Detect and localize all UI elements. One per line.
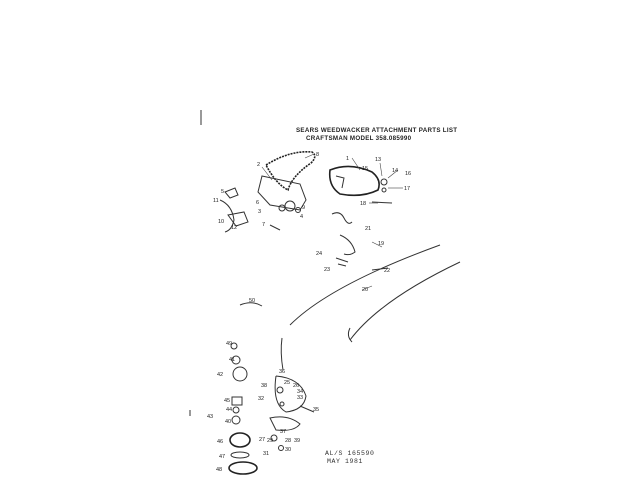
callout-8: 8 bbox=[316, 152, 320, 158]
callout-1: 1 bbox=[346, 156, 350, 162]
callout-45: 45 bbox=[224, 398, 231, 404]
title-line-2: CRAFTSMAN MODEL 358.085990 bbox=[306, 135, 412, 142]
callout-4: 4 bbox=[300, 214, 304, 220]
callout-46: 46 bbox=[217, 439, 224, 445]
callout-43: 43 bbox=[207, 414, 214, 420]
callout-2: 2 bbox=[257, 162, 261, 168]
callout-26: 26 bbox=[293, 383, 300, 389]
callout-13: 13 bbox=[375, 157, 382, 163]
callout-29: 29 bbox=[267, 438, 274, 444]
callout-35: 35 bbox=[313, 407, 320, 413]
motor-housing bbox=[330, 166, 392, 203]
callout-5: 5 bbox=[221, 189, 225, 195]
callout-16: 16 bbox=[405, 171, 412, 177]
callout-42: 42 bbox=[217, 372, 224, 378]
callout-18: 18 bbox=[360, 201, 367, 207]
title-line-1: SEARS WEEDWACKER ATTACHMENT PARTS LIST bbox=[296, 127, 458, 134]
document-code bbox=[325, 450, 375, 466]
callout-47: 47 bbox=[219, 454, 226, 460]
callout-11: 11 bbox=[213, 198, 219, 204]
callout-12: 12 bbox=[231, 225, 238, 231]
callout-28: 28 bbox=[285, 438, 292, 444]
callout-21: 21 bbox=[365, 226, 372, 232]
callout-labels bbox=[207, 152, 411, 473]
document-number: AL/S 165590 bbox=[325, 450, 375, 457]
callout-10: 10 bbox=[218, 219, 225, 225]
callout-41: 41 bbox=[229, 357, 236, 363]
gear-housing bbox=[258, 176, 306, 213]
callout-48: 48 bbox=[216, 467, 223, 473]
callout-33: 33 bbox=[297, 395, 304, 401]
callout-25: 25 bbox=[284, 380, 291, 386]
callout-38: 38 bbox=[261, 383, 268, 389]
callout-24: 24 bbox=[316, 251, 323, 257]
callout-49: 49 bbox=[226, 341, 233, 347]
callout-23: 23 bbox=[324, 267, 331, 273]
callout-22: 22 bbox=[384, 268, 391, 274]
lower-right-assembly bbox=[270, 376, 314, 451]
callout-9: 9 bbox=[302, 205, 306, 211]
callout-36: 36 bbox=[279, 369, 286, 375]
drive-belt bbox=[266, 152, 315, 190]
callout-20: 20 bbox=[362, 287, 369, 293]
callout-31: 31 bbox=[263, 451, 270, 457]
callout-6: 6 bbox=[256, 200, 260, 206]
callout-37: 37 bbox=[280, 429, 287, 435]
drive-shaft-tube bbox=[281, 245, 460, 370]
parts-list-title bbox=[296, 127, 457, 143]
callout-32: 32 bbox=[258, 396, 265, 402]
callout-17: 17 bbox=[404, 186, 411, 192]
callout-7: 7 bbox=[262, 222, 266, 228]
callout-44: 44 bbox=[226, 407, 233, 413]
callout-40: 40 bbox=[225, 419, 232, 425]
callout-50: 50 bbox=[249, 298, 256, 304]
leader-lines bbox=[262, 154, 403, 290]
callout-34: 34 bbox=[297, 389, 304, 395]
callout-27: 27 bbox=[259, 437, 266, 443]
callout-30: 30 bbox=[285, 447, 292, 453]
document-date: MAY 1981 bbox=[327, 458, 364, 465]
callout-15: 15 bbox=[362, 166, 369, 172]
callout-19: 19 bbox=[378, 241, 385, 247]
callout-3: 3 bbox=[258, 209, 262, 215]
callout-14: 14 bbox=[392, 168, 399, 174]
callout-39: 39 bbox=[294, 438, 301, 444]
left-bracket-parts bbox=[220, 188, 280, 232]
